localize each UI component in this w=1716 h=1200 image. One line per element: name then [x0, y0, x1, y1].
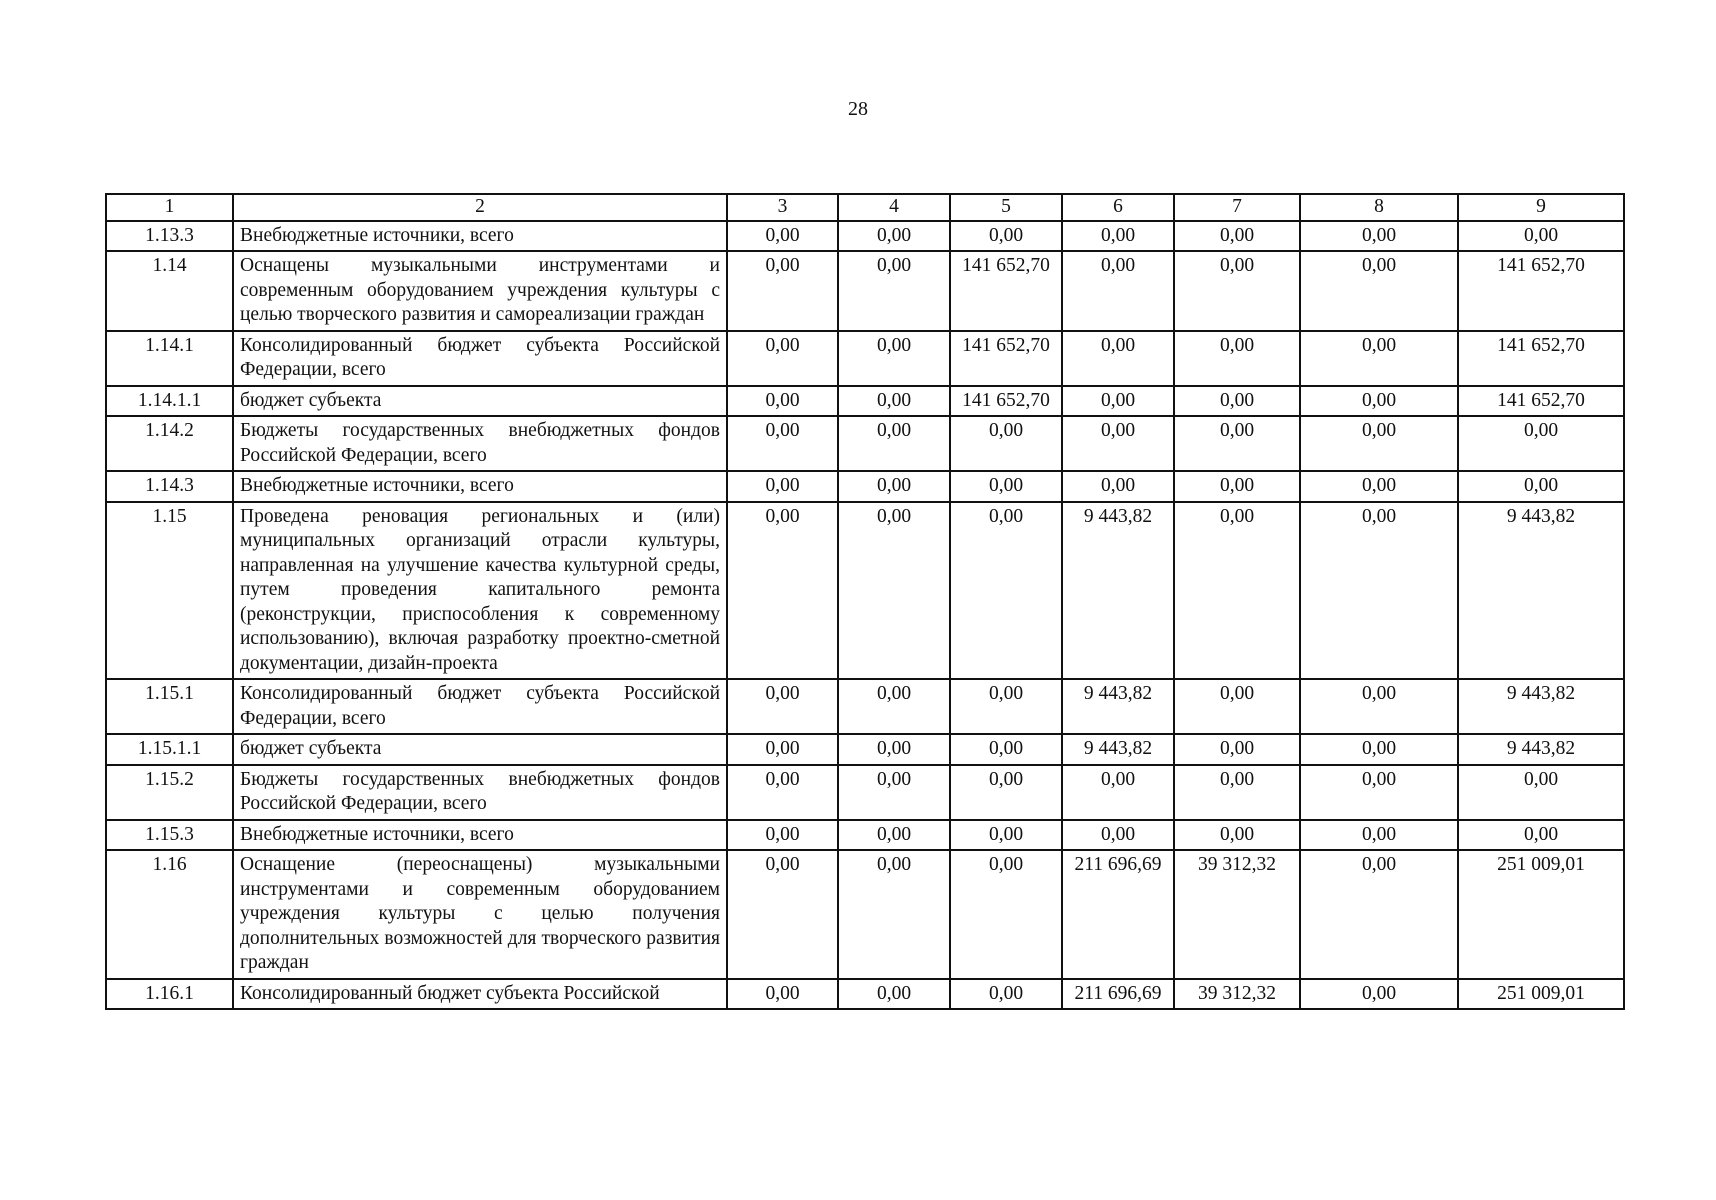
value-col-5: 0,00 [950, 850, 1062, 979]
value-col-6: 0,00 [1062, 221, 1174, 252]
value-col-6: 0,00 [1062, 765, 1174, 820]
value-col-5: 0,00 [950, 221, 1062, 252]
value-col-9: 9 443,82 [1458, 502, 1624, 680]
value-col-3: 0,00 [727, 471, 838, 502]
value-col-8: 0,00 [1300, 251, 1458, 331]
value-col-3: 0,00 [727, 850, 838, 979]
value-col-7: 0,00 [1174, 765, 1300, 820]
value-col-9: 0,00 [1458, 820, 1624, 851]
table-row [106, 820, 1624, 851]
value-col-3: 0,00 [727, 331, 838, 386]
value-col-6: 0,00 [1062, 820, 1174, 851]
row-code: 1.15 [106, 502, 233, 680]
value-col-7: 0,00 [1174, 221, 1300, 252]
value-col-7: 0,00 [1174, 820, 1300, 851]
value-col-6: 9 443,82 [1062, 679, 1174, 734]
column-header: 4 [838, 194, 950, 221]
value-col-9: 0,00 [1458, 416, 1624, 471]
value-col-7: 0,00 [1174, 386, 1300, 417]
value-col-6: 0,00 [1062, 471, 1174, 502]
value-col-9: 0,00 [1458, 765, 1624, 820]
row-code: 1.14 [106, 251, 233, 331]
row-name: Бюджеты государственных внебюджетных фондов Российской Федерации, всего [233, 416, 727, 471]
value-col-3: 0,00 [727, 502, 838, 680]
value-col-8: 0,00 [1300, 221, 1458, 252]
table-row [106, 850, 1624, 979]
table-row [106, 734, 1624, 765]
row-code: 1.16 [106, 850, 233, 979]
value-col-7: 0,00 [1174, 251, 1300, 331]
table-row [106, 331, 1624, 386]
value-col-9: 251 009,01 [1458, 979, 1624, 1010]
budget-table [105, 193, 1625, 1010]
value-col-3: 0,00 [727, 221, 838, 252]
row-code: 1.15.1.1 [106, 734, 233, 765]
row-code: 1.15.2 [106, 765, 233, 820]
column-header: 3 [727, 194, 838, 221]
value-col-4: 0,00 [838, 221, 950, 252]
value-col-9: 251 009,01 [1458, 850, 1624, 979]
value-col-8: 0,00 [1300, 331, 1458, 386]
value-col-7: 0,00 [1174, 502, 1300, 680]
value-col-4: 0,00 [838, 416, 950, 471]
value-col-3: 0,00 [727, 386, 838, 417]
row-code: 1.16.1 [106, 979, 233, 1010]
column-header: 8 [1300, 194, 1458, 221]
value-col-7: 0,00 [1174, 679, 1300, 734]
value-col-4: 0,00 [838, 679, 950, 734]
value-col-5: 0,00 [950, 765, 1062, 820]
value-col-7: 39 312,32 [1174, 850, 1300, 979]
value-col-5: 141 652,70 [950, 331, 1062, 386]
value-col-7: 0,00 [1174, 471, 1300, 502]
row-code: 1.14.3 [106, 471, 233, 502]
value-col-3: 0,00 [727, 765, 838, 820]
value-col-7: 0,00 [1174, 416, 1300, 471]
value-col-8: 0,00 [1300, 734, 1458, 765]
row-name: Внебюджетные источники, всего [233, 221, 727, 252]
table-row [106, 502, 1624, 680]
value-col-4: 0,00 [838, 386, 950, 417]
row-code: 1.13.3 [106, 221, 233, 252]
value-col-4: 0,00 [838, 979, 950, 1010]
row-name: Проведена реновация региональных и (или) муниципальных организаций отрасли культуры, направленная на улучшение качества культурной среды, путем проведения капитального ремонта (реконструкции, приспособления к современному использованию), включая разработку проектно-сметной документации, дизайн-проекта [233, 502, 727, 680]
value-col-8: 0,00 [1300, 765, 1458, 820]
value-col-7: 39 312,32 [1174, 979, 1300, 1010]
value-col-9: 0,00 [1458, 221, 1624, 252]
row-name: бюджет субъекта [233, 734, 727, 765]
table-row [106, 765, 1624, 820]
row-name: Оснащены музыкальными инструментами и современным оборудованием учреждения культуры с целью творческого развития и самореализации граждан [233, 251, 727, 331]
value-col-9: 9 443,82 [1458, 734, 1624, 765]
row-name: Бюджеты государственных внебюджетных фондов Российской Федерации, всего [233, 765, 727, 820]
value-col-5: 0,00 [950, 471, 1062, 502]
value-col-4: 0,00 [838, 251, 950, 331]
value-col-3: 0,00 [727, 679, 838, 734]
value-col-5: 0,00 [950, 502, 1062, 680]
value-col-5: 0,00 [950, 416, 1062, 471]
row-code: 1.15.3 [106, 820, 233, 851]
row-code: 1.15.1 [106, 679, 233, 734]
value-col-7: 0,00 [1174, 734, 1300, 765]
value-col-8: 0,00 [1300, 471, 1458, 502]
table-row [106, 679, 1624, 734]
row-name: Внебюджетные источники, всего [233, 820, 727, 851]
value-col-8: 0,00 [1300, 850, 1458, 979]
value-col-4: 0,00 [838, 820, 950, 851]
value-col-7: 0,00 [1174, 331, 1300, 386]
row-code: 1.14.2 [106, 416, 233, 471]
table-body [106, 221, 1624, 1010]
value-col-4: 0,00 [838, 850, 950, 979]
value-col-9: 141 652,70 [1458, 386, 1624, 417]
table-row [106, 221, 1624, 252]
value-col-4: 0,00 [838, 765, 950, 820]
value-col-6: 0,00 [1062, 386, 1174, 417]
value-col-6: 9 443,82 [1062, 502, 1174, 680]
row-name: Консолидированный бюджет субъекта Российской Федерации, всего [233, 679, 727, 734]
row-name: Внебюджетные источники, всего [233, 471, 727, 502]
column-header: 1 [106, 194, 233, 221]
value-col-5: 0,00 [950, 679, 1062, 734]
table-row [106, 386, 1624, 417]
table-row [106, 251, 1624, 331]
row-name: Консолидированный бюджет субъекта Российской Федерации, всего [233, 331, 727, 386]
table-header-row [106, 194, 1624, 221]
value-col-9: 141 652,70 [1458, 251, 1624, 331]
value-col-9: 0,00 [1458, 471, 1624, 502]
value-col-8: 0,00 [1300, 386, 1458, 417]
value-col-8: 0,00 [1300, 502, 1458, 680]
value-col-6: 211 696,69 [1062, 850, 1174, 979]
value-col-8: 0,00 [1300, 679, 1458, 734]
row-name: бюджет субъекта [233, 386, 727, 417]
value-col-3: 0,00 [727, 979, 838, 1010]
page-number: 28 [848, 98, 868, 120]
value-col-6: 0,00 [1062, 416, 1174, 471]
value-col-5: 141 652,70 [950, 251, 1062, 331]
row-name: Оснащение (переоснащены) музыкальными инструментами и современным оборудованием учреждения культуры с целью получения дополнительных возможностей для творческого развития граждан [233, 850, 727, 979]
value-col-4: 0,00 [838, 502, 950, 680]
value-col-5: 0,00 [950, 979, 1062, 1010]
value-col-9: 9 443,82 [1458, 679, 1624, 734]
value-col-5: 141 652,70 [950, 386, 1062, 417]
value-col-6: 211 696,69 [1062, 979, 1174, 1010]
value-col-8: 0,00 [1300, 820, 1458, 851]
column-header: 2 [233, 194, 727, 221]
value-col-3: 0,00 [727, 734, 838, 765]
value-col-8: 0,00 [1300, 416, 1458, 471]
value-col-5: 0,00 [950, 734, 1062, 765]
column-header: 5 [950, 194, 1062, 221]
column-header: 6 [1062, 194, 1174, 221]
value-col-4: 0,00 [838, 471, 950, 502]
column-header: 9 [1458, 194, 1624, 221]
column-header: 7 [1174, 194, 1300, 221]
table-row [106, 416, 1624, 471]
value-col-9: 141 652,70 [1458, 331, 1624, 386]
value-col-8: 0,00 [1300, 979, 1458, 1010]
value-col-6: 0,00 [1062, 331, 1174, 386]
value-col-6: 0,00 [1062, 251, 1174, 331]
value-col-5: 0,00 [950, 820, 1062, 851]
table-row [106, 979, 1624, 1010]
value-col-3: 0,00 [727, 251, 838, 331]
value-col-4: 0,00 [838, 734, 950, 765]
row-code: 1.14.1 [106, 331, 233, 386]
value-col-6: 9 443,82 [1062, 734, 1174, 765]
value-col-3: 0,00 [727, 416, 838, 471]
table-row [106, 471, 1624, 502]
row-name: Консолидированный бюджет субъекта Российской [233, 979, 727, 1010]
row-code: 1.14.1.1 [106, 386, 233, 417]
value-col-4: 0,00 [838, 331, 950, 386]
value-col-3: 0,00 [727, 820, 838, 851]
